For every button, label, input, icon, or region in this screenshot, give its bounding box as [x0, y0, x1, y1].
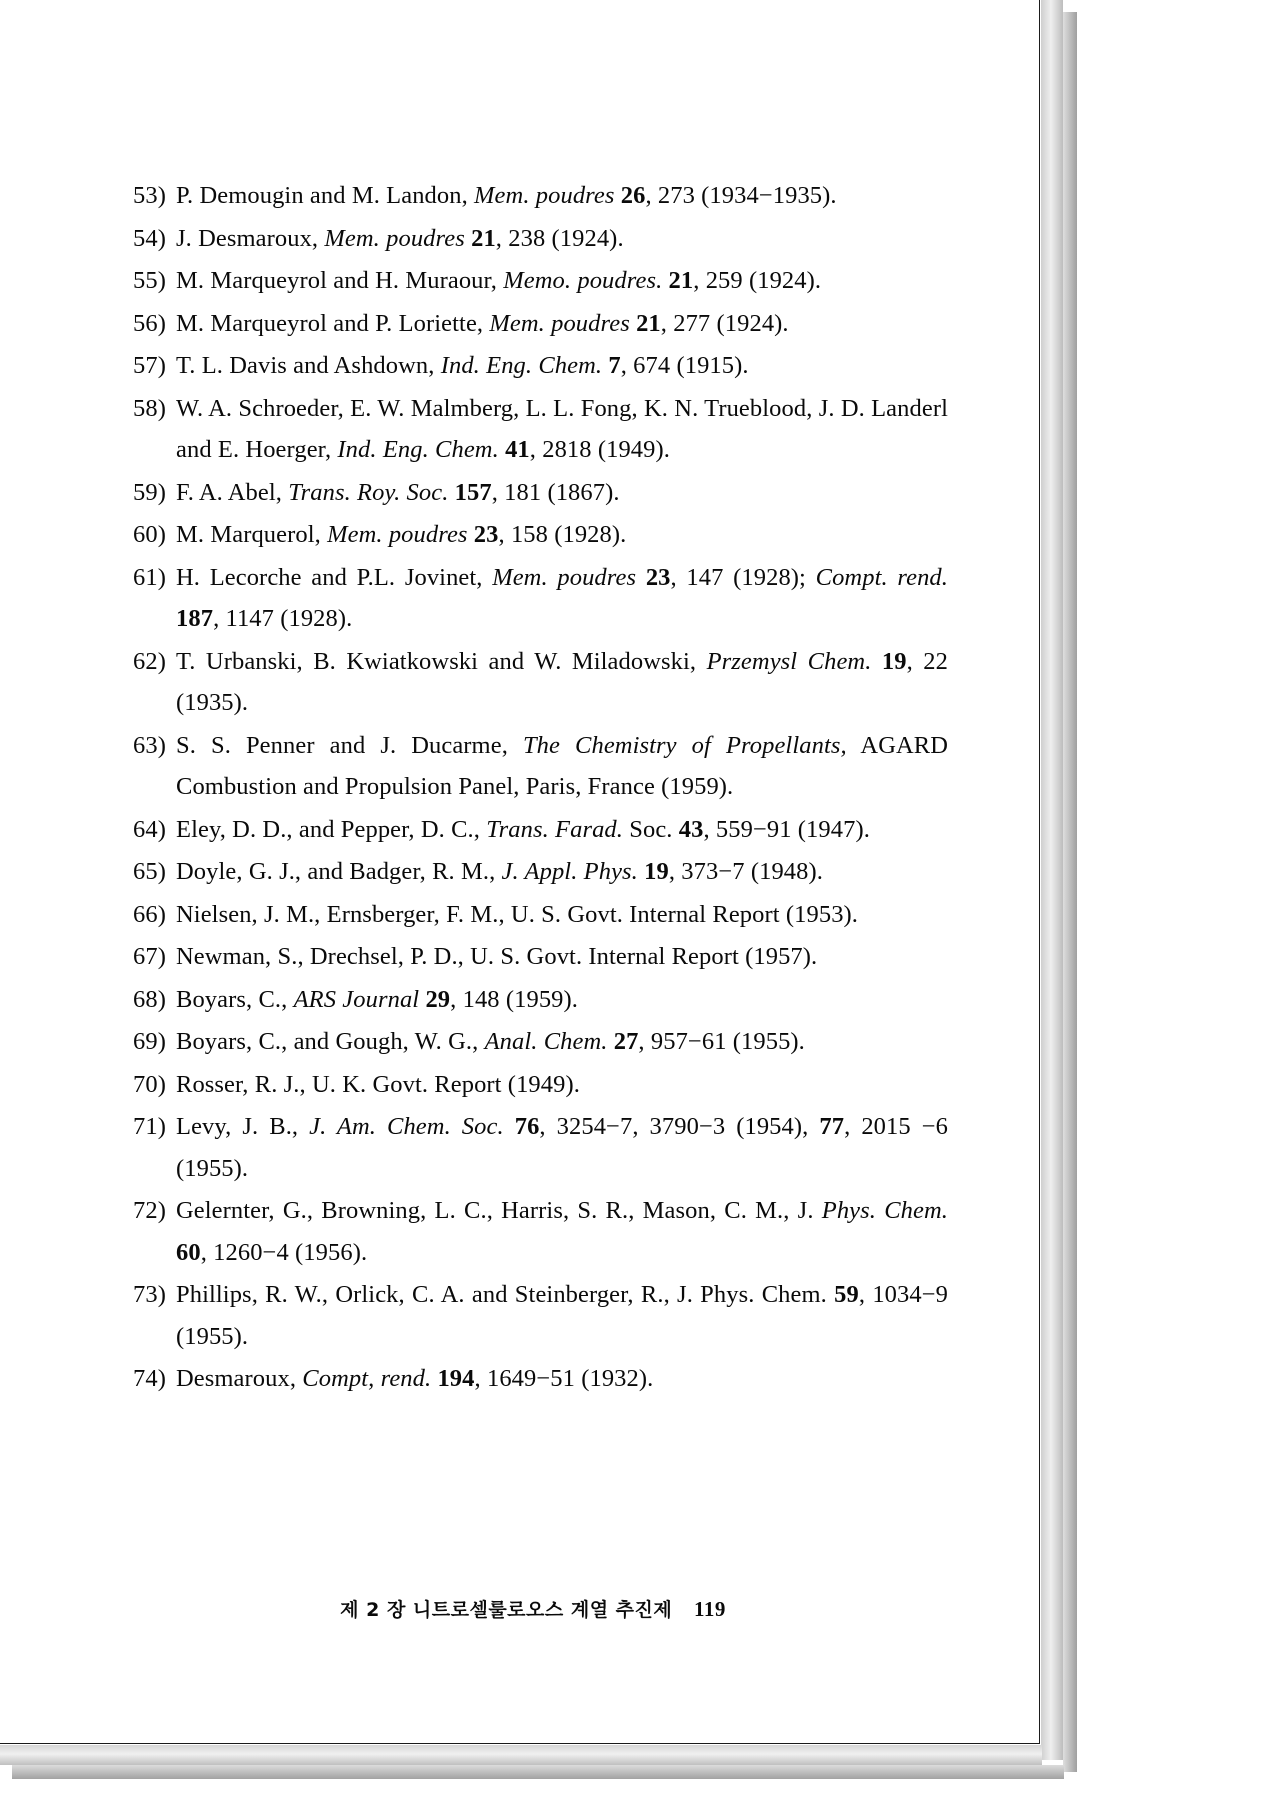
reference-number: 62): [133, 647, 166, 675]
reference-item: [118, 1190, 948, 1273]
page-footer: [118, 1595, 948, 1622]
reference-number: 63): [133, 731, 166, 759]
reference-text: Eley, D. D., and Pepper, D. C., Trans. Farad. Soc. 43, 559−91 (1947).: [176, 815, 870, 843]
reference-number: 53): [133, 182, 166, 209]
reference-list: [118, 175, 948, 1400]
reference-text: S. S. Penner and J. Ducarme, The Chemistry of Propellants, AGARD Combustion and Propulsion Panel, Paris, France (1959).: [176, 731, 949, 800]
reference-text: P. Demougin and M. Landon, Mem. poudres 26, 273 (1934−1935).: [176, 182, 837, 209]
reference-number: 66): [133, 900, 166, 928]
reference-number: 73): [133, 1281, 166, 1308]
reference-number: 65): [133, 858, 166, 885]
reference-text: Gelernter, G., Browning, L. C., Harris, S. R., Mason, C. M., J. Phys. Chem. 60, 1260−4 (1956).: [176, 1197, 948, 1266]
reference-text: Rosser, R. J., U. K. Govt. Report (1949).: [176, 1070, 580, 1098]
reference-text: Boyars, C., and Gough, W. G., Anal. Chem. 27, 957−61 (1955).: [176, 1028, 805, 1055]
reference-number: 68): [133, 985, 166, 1013]
reference-item: [118, 303, 948, 345]
reference-number: 70): [133, 1070, 166, 1098]
reference-number: 71): [133, 1113, 166, 1140]
reference-number: 59): [133, 478, 166, 506]
reference-item: [118, 218, 948, 260]
reference-item: [118, 936, 948, 978]
reference-text: M. Marquerol, Mem. poudres 23, 158 (1928).: [176, 521, 627, 548]
reference-item: [118, 345, 948, 387]
reference-text: Boyars, C., ARS Journal 29, 148 (1959).: [176, 985, 579, 1013]
reference-item: [118, 260, 948, 302]
reference-number: 55): [133, 267, 166, 294]
reference-item: [118, 1274, 948, 1357]
page-number: 119: [694, 1597, 726, 1621]
reference-number: 57): [133, 352, 166, 379]
reference-number: 54): [133, 224, 166, 252]
page-edge-right-shadow: [1063, 12, 1077, 1772]
reference-number: 61): [133, 563, 166, 591]
reference-item: [118, 1021, 948, 1063]
reference-item: [118, 641, 948, 724]
reference-number: 67): [133, 943, 166, 970]
reference-text: Newman, S., Drechsel, P. D., U. S. Govt. Internal Report (1957).: [176, 943, 818, 970]
reference-text: T. L. Davis and Ashdown, Ind. Eng. Chem. 7, 674 (1915).: [176, 352, 749, 379]
reference-text: J. Desmaroux, Mem. poudres 21, 238 (1924).: [176, 224, 624, 252]
reference-text: F. A. Abel, Trans. Roy. Soc. 157, 181 (1867).: [176, 478, 620, 506]
reference-text: Nielsen, J. M., Ernsberger, F. M., U. S. Govt. Internal Report (1953).: [176, 900, 859, 928]
reference-number: 69): [133, 1028, 166, 1055]
reference-item: [118, 979, 948, 1021]
reference-text: M. Marqueyrol and P. Loriette, Mem. poudres 21, 277 (1924).: [176, 309, 789, 337]
reference-number: 60): [133, 521, 166, 548]
reference-item: [118, 175, 948, 217]
reference-item: [118, 472, 948, 514]
reference-item: [118, 809, 948, 851]
footer-chapter-title: 제 2 장 니트로셀룰로오스 계열 추진제: [340, 1599, 673, 1621]
reference-text: Levy, J. B., J. Am. Chem. Soc. 76, 3254−7, 3790−3 (1954), 77, 2015 −6 (1955).: [176, 1113, 949, 1182]
reference-number: 58): [133, 394, 166, 422]
reference-item: [118, 1106, 948, 1189]
reference-item: [118, 1064, 948, 1106]
reference-number: 64): [133, 815, 166, 843]
reference-item: [118, 514, 948, 556]
reference-list-container: [118, 175, 948, 1401]
reference-text: T. Urbanski, B. Kwiatkowski and W. Miladowski, Przemysl Chem. 19, 22 (1935).: [176, 647, 948, 716]
reference-text: H. Lecorche and P.L. Jovinet, Mem. poudres 23, 147 (1928); Compt. rend. 187, 1147 (1928).: [176, 563, 949, 632]
reference-text: M. Marqueyrol and H. Muraour, Memo. poudres. 21, 259 (1924).: [176, 267, 822, 294]
page-edge-bottom-shadow: [12, 1765, 1064, 1779]
reference-item: [118, 388, 948, 471]
reference-text: Desmaroux, Compt, rend. 194, 1649−51 (1932).: [176, 1365, 654, 1392]
reference-item: [118, 557, 948, 640]
reference-item: [118, 725, 948, 808]
reference-item: [118, 851, 948, 893]
reference-text: Phillips, R. W., Orlick, C. A. and Steinberger, R., J. Phys. Chem. 59, 1034−9 (1955).: [176, 1281, 948, 1350]
reference-text: Doyle, G. J., and Badger, R. M., J. Appl. Phys. 19, 373−7 (1948).: [176, 858, 823, 885]
reference-number: 56): [133, 309, 166, 337]
reference-item: [118, 894, 948, 936]
reference-item: [118, 1358, 948, 1400]
reference-number: 74): [133, 1365, 166, 1392]
reference-number: 72): [133, 1197, 166, 1224]
reference-text: W. A. Schroeder, E. W. Malmberg, L. L. Fong, K. N. Trueblood, J. D. Landerl and E. Hoerger, Ind. Eng. Chem. 41, 2818 (1949).: [176, 394, 948, 463]
page-edge-right: [1041, 0, 1063, 1760]
page-edge-bottom: [0, 1745, 1042, 1765]
